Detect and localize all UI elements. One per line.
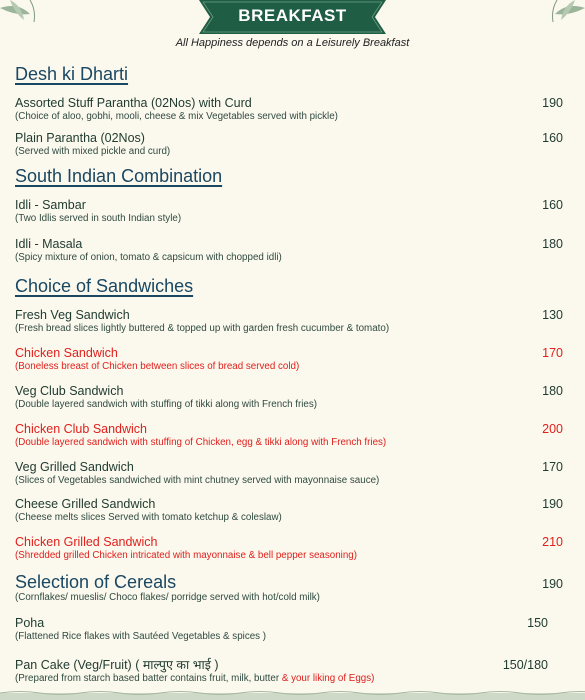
item-price: 190 — [542, 96, 563, 110]
item-name: Veg Grilled Sandwich — [15, 460, 134, 474]
item-name: Plain Parantha (02Nos) — [15, 131, 145, 145]
item-name: Chicken Club Sandwich — [15, 422, 148, 436]
item-desc: (Slices of Vegetables sandwiched with mint chutney served with mayonnaise sauce) — [15, 475, 380, 486]
item-desc: (Two Idlis served in south Indian style) — [15, 213, 182, 224]
item-name: Fresh Veg Sandwich — [15, 308, 130, 322]
menu-item — [15, 422, 570, 449]
item-price: 170 — [542, 460, 563, 474]
item-desc: (Served with mixed pickle and curd) — [15, 146, 171, 157]
item-price: 180 — [542, 237, 563, 251]
menu-item — [15, 592, 570, 604]
item-desc-egg: & your liking of Eggs) — [281, 673, 375, 684]
page-title: BREAKFAST — [238, 6, 347, 25]
item-desc: (Flattened Rice flakes with Sautéed Vegetables & spices ) — [15, 631, 267, 642]
header-banner — [199, 0, 386, 34]
item-price: 200 — [542, 422, 563, 436]
item-price: 160 — [542, 131, 563, 145]
item-price: 150/180 — [502, 658, 548, 672]
menu-item — [15, 497, 570, 524]
item-desc-text: (Prepared from starch based batter contains fruit, milk, butter — [15, 673, 282, 684]
item-desc: (Cheese melts slices Served with tomato ketchup & coleslaw) — [15, 512, 282, 523]
leaf-decoration-icon — [515, 0, 585, 30]
menu-item — [15, 616, 570, 643]
item-name: Assorted Stuff Parantha (02Nos) with Curd — [15, 96, 252, 110]
section-title-desh: Desh ki Dharti — [15, 64, 129, 84]
item-desc: (Choice of aloo, gobhi, mooli, cheese & mix Vegetables served with pickle) — [15, 111, 338, 122]
menu-item — [15, 460, 570, 487]
menu-item — [15, 308, 570, 335]
menu-item — [15, 237, 570, 264]
section-title-sandwiches: Choice of Sandwiches — [15, 276, 194, 296]
menu-item — [15, 658, 570, 685]
item-name: Chicken Grilled Sandwich — [15, 535, 158, 549]
menu-item — [15, 198, 570, 225]
menu-item — [15, 346, 570, 373]
item-name: Poha — [15, 616, 45, 630]
tagline: All Happiness depends on a Leisurely Breakfast — [175, 37, 410, 49]
item-desc: (Spicy mixture of onion, tomato & capsicum with chopped idli) — [15, 252, 282, 263]
item-name: Idli - Sambar — [15, 198, 86, 212]
menu-item — [15, 131, 570, 158]
item-desc: (Fresh bread slices lightly buttered & topped up with garden fresh cucumber & tomato) — [15, 323, 390, 334]
item-desc: (Shredded grilled Chicken intricated with mayonnaise & bell pepper seasoning) — [15, 550, 357, 561]
item-name: Idli - Masala — [15, 237, 83, 251]
item-price: 160 — [542, 198, 563, 212]
item-name: Chicken Sandwich — [15, 346, 118, 360]
item-price: 190 — [542, 497, 563, 511]
item-desc: (Double layered sandwich with stuffing of tikki along with French fries) — [15, 399, 318, 410]
item-desc — [15, 673, 570, 685]
section-title-cereals: Selection of Cereals — [15, 572, 177, 592]
item-price: 210 — [542, 535, 563, 549]
item-price: 170 — [542, 346, 563, 360]
menu-item — [15, 384, 570, 411]
leaf-decoration-icon — [0, 0, 70, 30]
item-price: 190 — [542, 577, 563, 591]
item-name: Cheese Grilled Sandwich — [15, 497, 156, 511]
item-name: Pan Cake (Veg/Fruit) ( माल्पुए का भाई ) — [15, 658, 219, 672]
item-name: Veg Club Sandwich — [15, 384, 124, 398]
item-price: 180 — [542, 384, 563, 398]
menu-item — [15, 535, 570, 562]
footer-border-decoration — [0, 690, 585, 700]
item-price: 150 — [527, 616, 548, 630]
menu-item — [15, 96, 570, 123]
section-title-south: South Indian Combination — [15, 166, 223, 186]
item-desc: (Double layered sandwich with stuffing of Chicken, egg & tikki along with French fries) — [15, 437, 387, 448]
item-desc: (Boneless breast of Chicken between slices of bread served cold) — [15, 361, 300, 372]
item-desc: (Cornflakes/ mueslis/ Choco flakes/ porridge served with hot/cold milk) — [15, 592, 320, 603]
item-price: 130 — [542, 308, 563, 322]
